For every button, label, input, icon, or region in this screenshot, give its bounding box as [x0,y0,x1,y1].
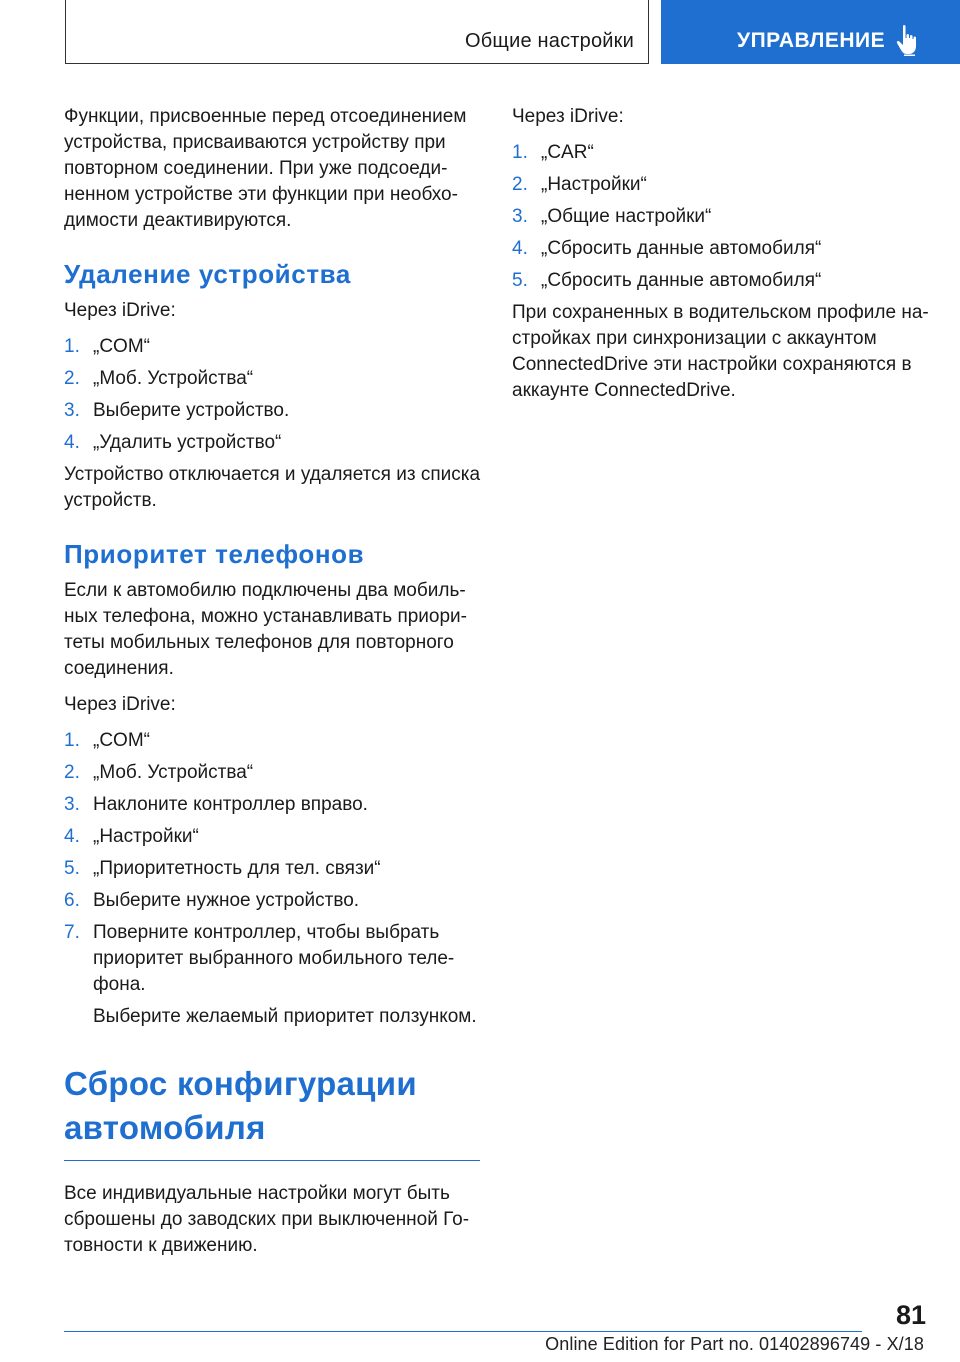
step-number: 2. [64,762,80,783]
step-number: 5. [512,270,528,291]
step-number: 3. [64,794,80,815]
step-text: „Приоритетность для тел. связи“ [93,858,381,879]
edition-footer: Online Edition for Part no. 01402896749 - X/18 [545,1334,924,1354]
left-column [64,104,484,1269]
reset-config-heading: Сброс конфигурации автомобиля [64,1065,417,1146]
step-text: Поверните контроллер, чтобы выбрать приоритет выбранного мобильного телефона. [93,922,455,995]
step-text: „Сбросить данные автомобиля“ [541,238,822,259]
step-text: „Сбросить данные автомобиля“ [541,270,822,291]
delete-device-heading: Удаление устройства [64,259,351,289]
list-item [64,792,484,818]
chapter-title: УПРАВЛЕНИЕ [737,29,886,52]
page-number: 81 [895,1300,926,1330]
connecteddrive-note: При сохраненных в водительском профиле настройках при синхронизации с аккаунтом ConnectedDrive эти настройки сохраняются в аккаунте ConnectedDrive. [512,302,929,401]
reset-steps-list [512,140,932,294]
list-item [512,140,932,166]
step-text: „CAR“ [541,142,594,163]
list-item [64,728,484,754]
intro-paragraph: Функции, присвоенные перед отсоединением устройства, присваиваются устройству при повторном соединении. При уже подсоединенном устройстве эти функции при необходимости деактивируются. [64,106,467,231]
reset-via-text: Через iDrive: [512,106,624,127]
list-item [64,430,484,456]
footer-divider [64,1331,862,1332]
step-text: „Моб. Устройства“ [93,762,254,783]
phone-priority-heading: Приоритет телефонов [64,539,365,569]
list-item [64,334,484,360]
hand-pointer-icon [895,24,921,56]
step-text: „COM“ [93,336,150,357]
list-item [64,856,484,882]
step-text: „Настройки“ [93,826,199,847]
list-item [64,760,484,786]
step-text: „Удалить устройство“ [93,432,282,453]
step-text: Выберите нужное устройство. [93,890,360,911]
priority-paragraph: Если к автомобилю подключены два мобильных телефона, можно устанавливать приоритеты мобильных телефонов для повторного соединения. [64,580,467,679]
step-number: 4. [64,826,80,847]
step-text: „Моб. Устройства“ [93,368,254,389]
priority-steps-list [64,728,484,998]
list-item [64,366,484,392]
heading-divider [64,1160,480,1161]
header-chapter-tab[interactable] [661,0,960,64]
list-item [512,268,932,294]
step-text: „Настройки“ [541,174,647,195]
step-number: 1. [64,730,80,751]
delete-result-text: Устройство отключается и удаляется из списка устройств. [64,464,481,511]
step-number: 5. [64,858,80,879]
step-number: 7. [64,922,80,943]
step-number: 2. [64,368,80,389]
step-number: 3. [512,206,528,227]
step-number: 4. [64,432,80,453]
section-title: Общие настройки [465,30,634,52]
list-item [512,204,932,230]
header-section-box [65,0,649,64]
list-item [512,172,932,198]
step-text: Выберите устройство. [93,400,290,421]
step-text: „Общие настройки“ [541,206,712,227]
list-item [512,236,932,262]
step-number: 3. [64,400,80,421]
list-item [64,920,484,998]
step-number: 1. [512,142,528,163]
delete-steps-list [64,334,484,456]
list-item [64,824,484,850]
step-text: Наклоните контроллер вправо. [93,794,368,815]
step-number: 2. [512,174,528,195]
right-column [512,104,932,414]
delete-via-text: Через iDrive: [64,300,176,321]
list-item [64,398,484,424]
reset-paragraph: Все индивидуальные настройки могут быть сброшены до заводских при выключенной Готовности к движению. [64,1183,470,1256]
list-item [64,888,484,914]
step-text: „COM“ [93,730,150,751]
priority-note: Выберите желаемый приоритет ползунком. [93,1006,477,1027]
step-number: 1. [64,336,80,357]
step-number: 6. [64,890,80,911]
priority-via-text: Через iDrive: [64,694,176,715]
step-number: 4. [512,238,528,259]
